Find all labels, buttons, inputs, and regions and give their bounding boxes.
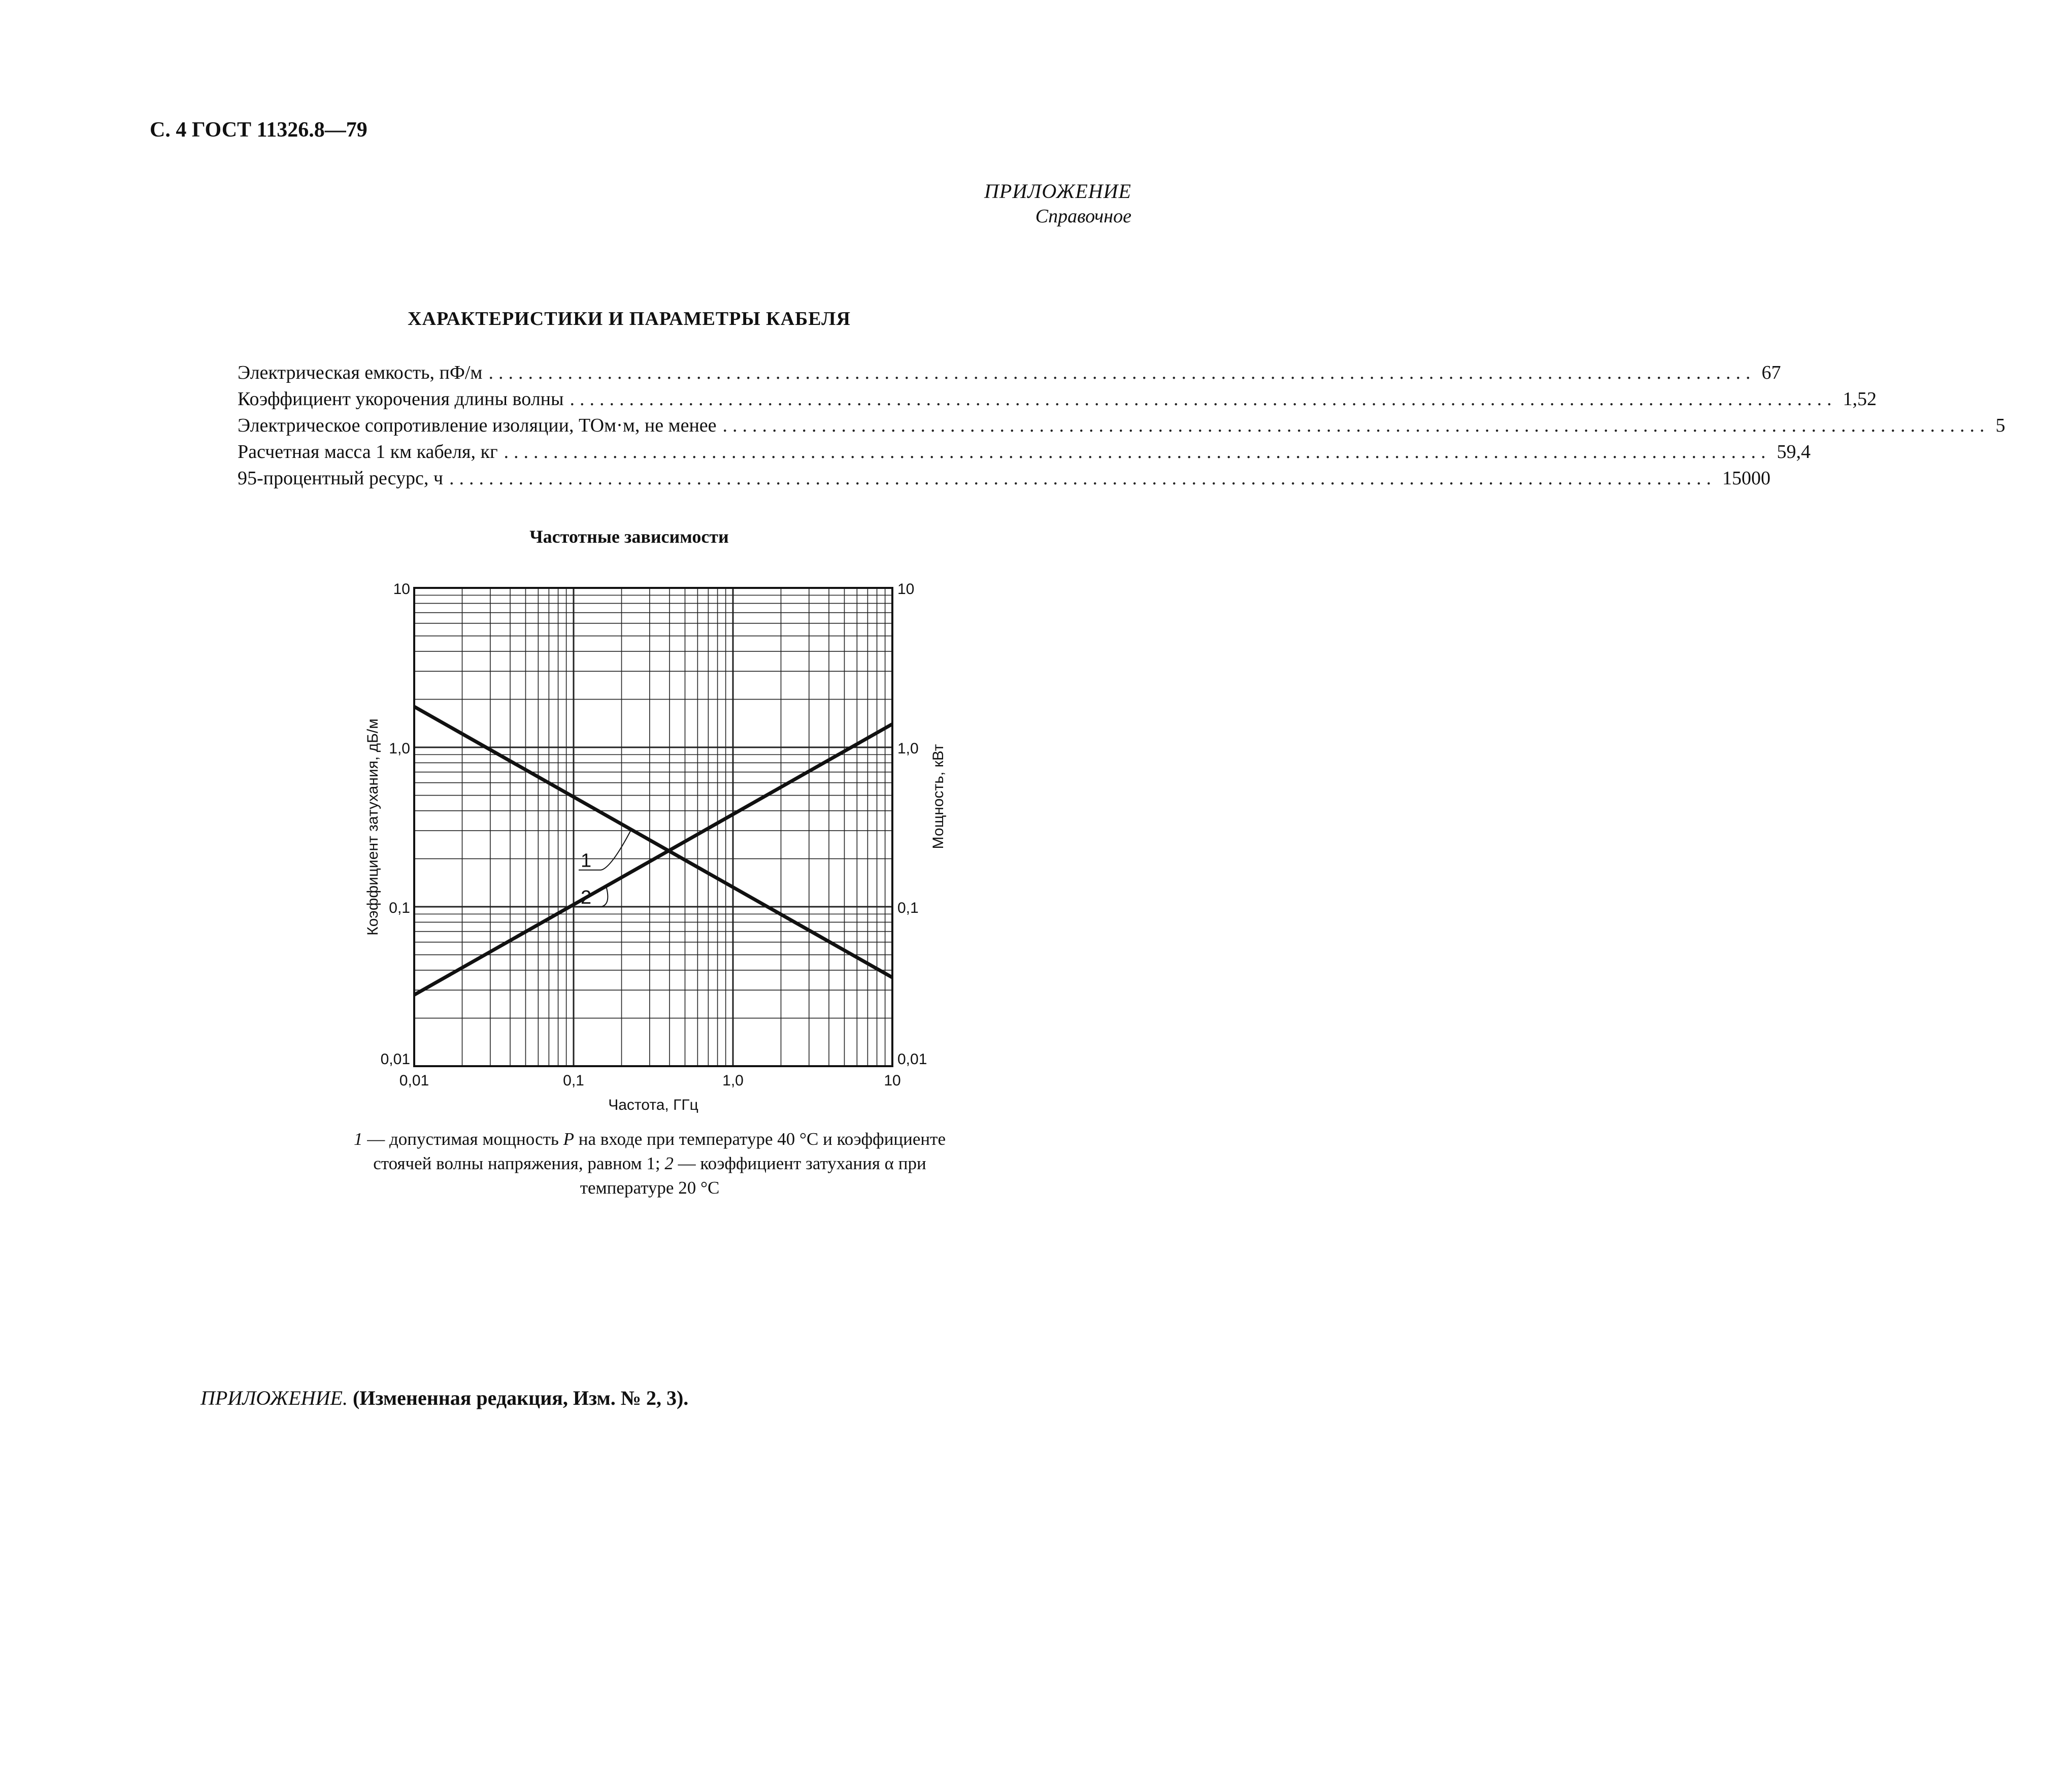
y-tick-label-right: 0,1 [897, 900, 919, 916]
dot-leader: ................................................................................................................................ [570, 388, 1837, 410]
y-tick-label-right: 10 [897, 581, 915, 598]
y-tick-label-right: 0,01 [897, 1051, 927, 1068]
series-leader-1 [601, 830, 631, 870]
footer-italic: ПРИЛОЖЕНИЕ. [200, 1387, 348, 1409]
parameter-value: 15000 [1722, 468, 1770, 489]
series-number-2: 2 [581, 887, 592, 908]
series-number-1: 1 [581, 850, 592, 872]
dot-leader: ................................................................................................................................ [449, 468, 1716, 489]
caption-series-1-number: 1 [353, 1129, 363, 1149]
y-tick-label-left: 10 [393, 581, 410, 598]
caption-text-1: — допустимая мощность [362, 1129, 563, 1149]
x-tick-label: 1,0 [722, 1072, 744, 1089]
parameter-label: 95-процентный ресурс, ч [238, 468, 443, 489]
appendix-title: ПРИЛОЖЕНИЕ [984, 180, 1131, 203]
y-axis-label-right: Мощность, кВт [930, 744, 947, 849]
page-header: С. 4 ГОСТ 11326.8—79 [150, 118, 367, 142]
dot-leader: ................................................................................................................................ [504, 441, 1771, 463]
parameters-list [238, 361, 2006, 493]
y-axis-label-left: Коэффициент затухания, дБ/м [364, 718, 381, 936]
chart-title: Частотные зависимости [529, 526, 729, 547]
parameter-row [238, 467, 1770, 493]
parameter-label: Электрическое сопротивление изоляции, ТОм·м, не менее [238, 415, 717, 436]
caption-symbol-p: P [563, 1129, 575, 1149]
y-tick-label-left: 1,0 [389, 740, 410, 757]
caption-series-2-number: 2 [664, 1153, 674, 1173]
caption-text-3: — коэффициент затухания α при температуре 20 °С [580, 1153, 926, 1198]
series-line-2 [414, 724, 892, 995]
series-layer [414, 707, 892, 995]
section-title: ХАРАКТЕРИСТИКИ И ПАРАМЕТРЫ КАБЕЛЯ [408, 308, 851, 329]
footer-note [200, 1386, 688, 1410]
chart-caption [330, 1127, 970, 1200]
y-tick-label-left: 0,01 [380, 1051, 410, 1068]
parameter-value: 67 [1761, 362, 1781, 383]
parameter-value: 59,4 [1777, 441, 1811, 463]
parameter-value: 1,52 [1843, 388, 1877, 410]
chart-grid-major [414, 588, 892, 1066]
y-tick-label-left: 0,1 [389, 900, 410, 916]
series-annotations [579, 830, 631, 908]
x-tick-label: 0,01 [399, 1072, 429, 1089]
x-axis-label: Частота, ГГц [608, 1097, 698, 1113]
x-tick-label: 0,1 [563, 1072, 584, 1089]
appendix-block [984, 179, 1131, 228]
dot-leader: ................................................................................................................................ [722, 415, 1990, 436]
parameter-label: Коэффициент укорочения длины волны [238, 388, 564, 410]
plot-frame [414, 588, 892, 1066]
chart-grid-minor [414, 588, 892, 1066]
parameter-label: Электрическая емкость, пФ/м [238, 362, 483, 383]
footer-bold: (Измененная редакция, Изм. № 2, 3). [347, 1387, 689, 1409]
frequency-chart [355, 574, 964, 1122]
appendix-subtitle: Справочное [1035, 206, 1131, 227]
parameter-value: 5 [1995, 415, 2006, 436]
parameter-row [238, 388, 1877, 414]
parameter-row [238, 361, 1781, 388]
parameter-row [238, 441, 1811, 467]
chart-svg [355, 574, 964, 1122]
caption-text-2: на входе при температуре 40 °С и коэффициенте стоячей волны напряжения, равном 1; [373, 1129, 946, 1173]
x-tick-label: 10 [884, 1072, 901, 1089]
y-tick-label-right: 1,0 [897, 740, 919, 757]
dot-leader: ................................................................................................................................ [488, 362, 1756, 383]
parameter-row [238, 414, 2006, 441]
parameter-label: Расчетная масса 1 км кабеля, кг [238, 441, 498, 463]
